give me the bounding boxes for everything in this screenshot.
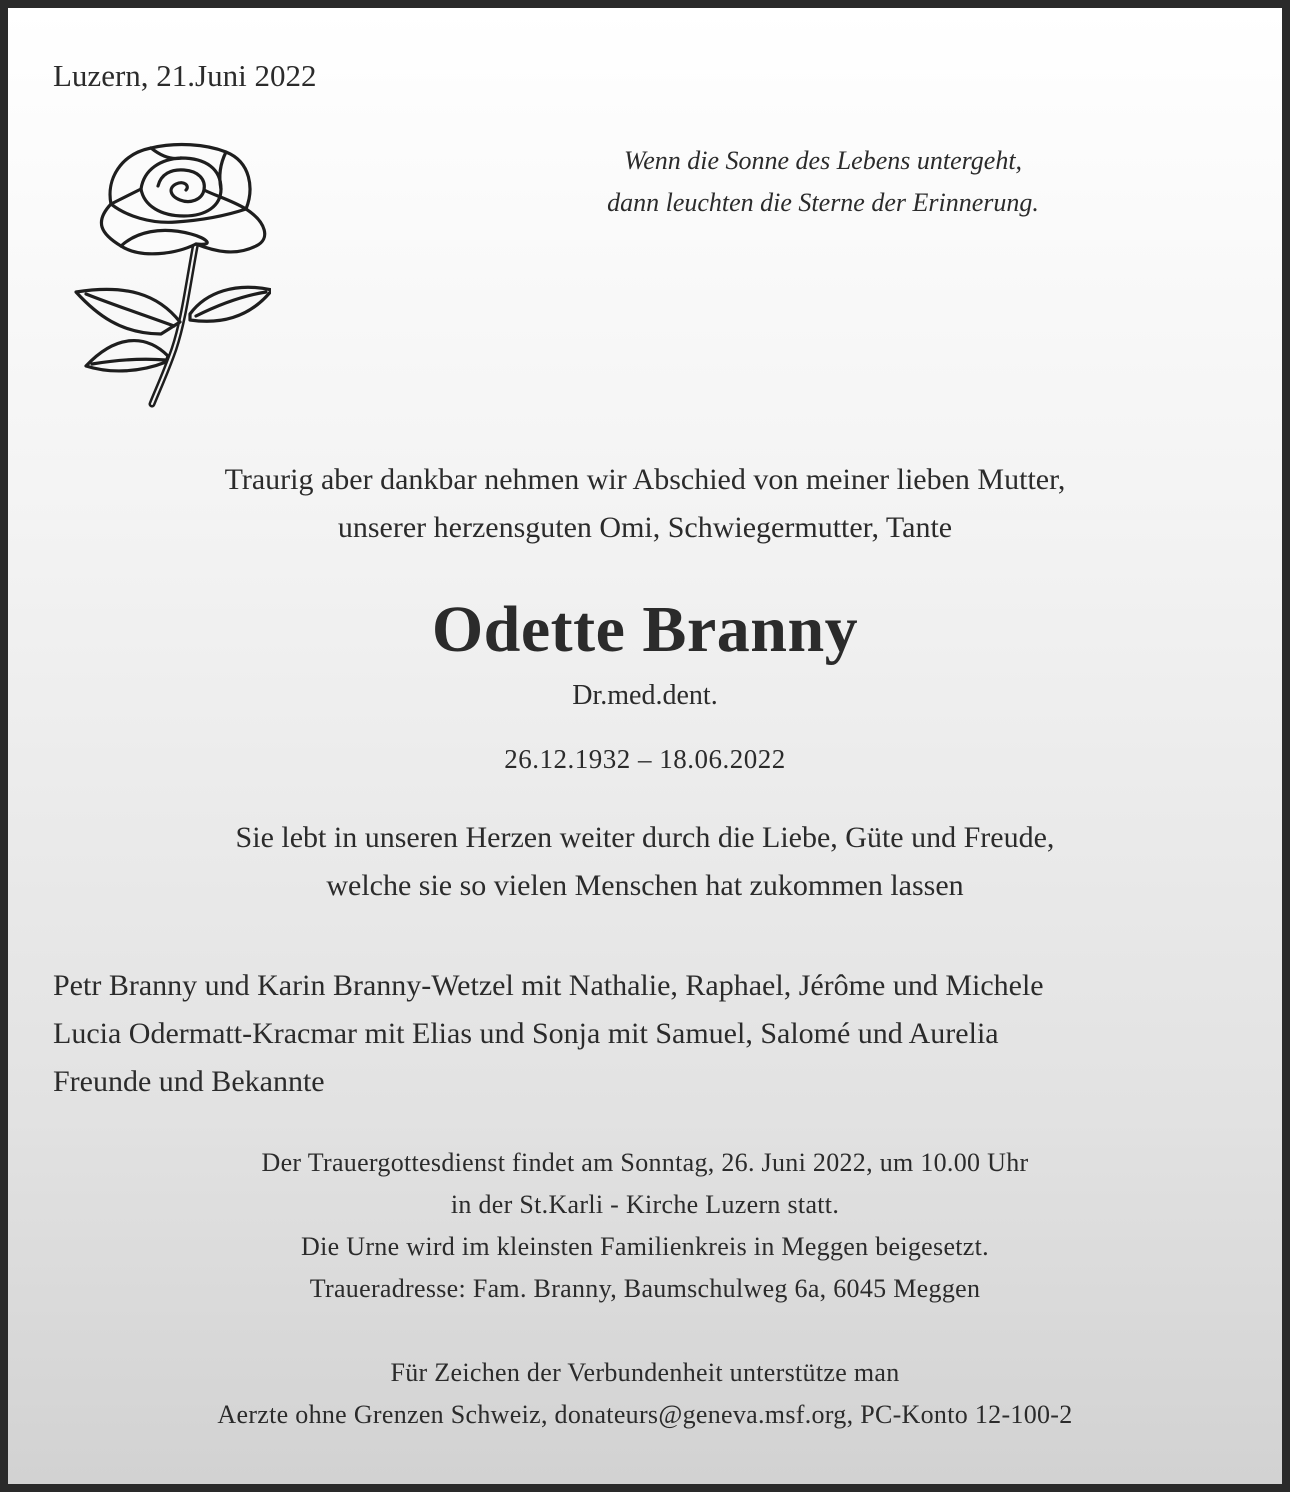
deceased-name: Odette Branny (431, 593, 859, 666)
life-dates: 26.12.1932 – 18.06.2022 (504, 744, 786, 774)
place-date: Luzern, 21.Juni 2022 (53, 58, 317, 93)
mourners-list (53, 962, 1044, 1106)
tribute-line: welche sie so vielen Menschen hat zukommen lassen (326, 869, 964, 902)
tribute-line: Sie lebt in unseren Herzen weiter durch die Liebe, Güte und Freude, (235, 821, 1055, 854)
mourner-line: Freunde und Bekannte (53, 1065, 325, 1098)
service-line: in der St.Karli - Kirche Luzern statt. (450, 1190, 840, 1219)
intro-text (8, 456, 1282, 552)
obituary-card (8, 8, 1282, 1484)
donation-note (8, 1352, 1282, 1436)
service-line: Der Trauergottesdienst findet am Sonntag, 26. Juni 2022, um 10.00 Uhr (261, 1148, 1029, 1177)
donation-line: Für Zeichen der Verbundenheit unterstütze man (390, 1358, 900, 1387)
rose-icon (66, 134, 271, 409)
quote-line: dann leuchten die Sterne der Erinnerung. (607, 188, 1039, 217)
tribute-text (8, 814, 1282, 910)
quote-line: Wenn die Sonne des Lebens untergeht, (623, 146, 1023, 175)
donation-line: Aerzte ohne Grenzen Schweiz, donateurs@geneva.msf.org, PC-Konto 12-100-2 (217, 1400, 1073, 1429)
intro-line: unserer herzensguten Omi, Schwiegermutter, Tante (337, 511, 953, 544)
mourner-line: Petr Branny und Karin Branny-Wetzel mit Nathalie, Raphael, Jérôme und Michele (53, 969, 1044, 1002)
academic-title: Dr.med.dent. (572, 680, 718, 711)
service-line: Die Urne wird im kleinsten Familienkreis in Meggen beigesetzt. (301, 1232, 989, 1261)
mourner-line: Lucia Odermatt-Kracmar mit Elias und Sonja mit Samuel, Salomé und Aurelia (53, 1017, 999, 1050)
quote (478, 140, 1168, 224)
intro-line: Traurig aber dankbar nehmen wir Abschied von meiner lieben Mutter, (224, 463, 1066, 496)
service-details (8, 1142, 1282, 1310)
service-line: Traueradresse: Fam. Branny, Baumschulweg 6a, 6045 Meggen (309, 1274, 981, 1303)
